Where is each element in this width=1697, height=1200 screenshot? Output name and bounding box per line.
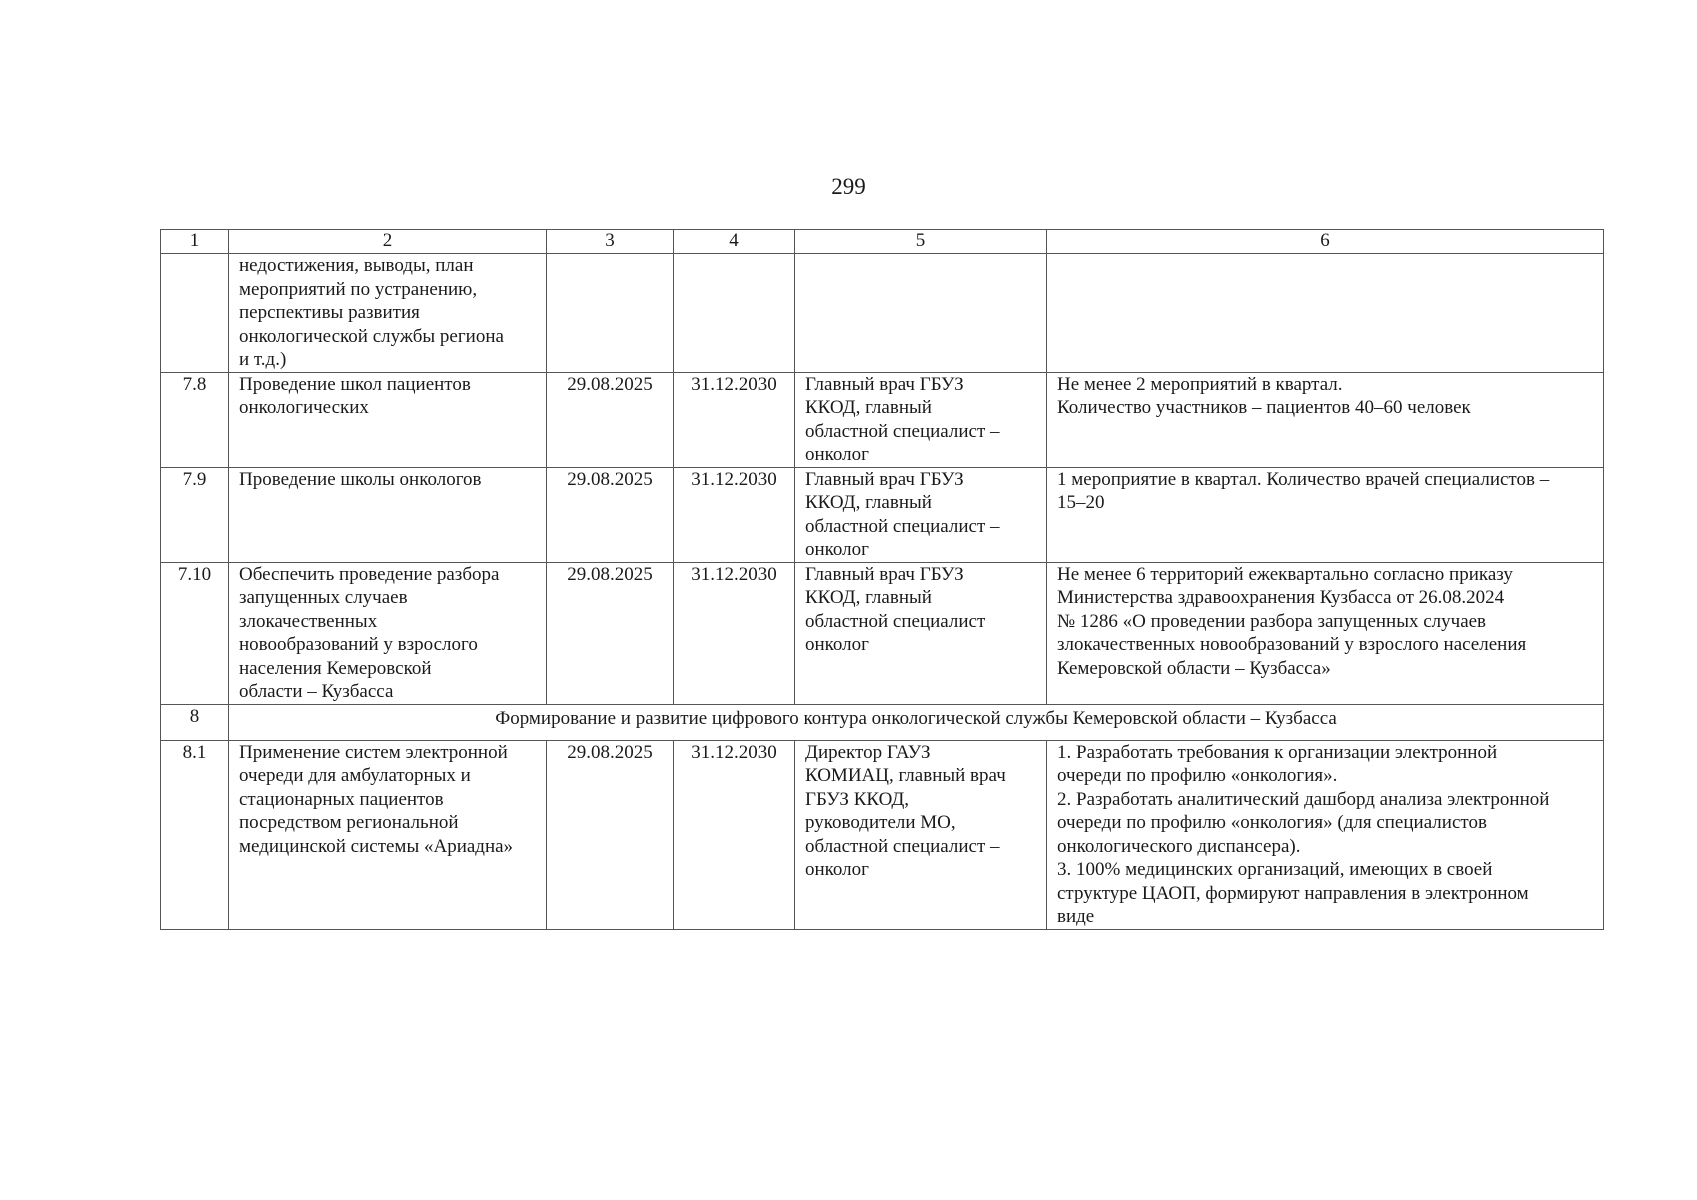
text-line: злокачественных новообразований у взрослого населения	[1057, 634, 1527, 655]
cell-start-date	[547, 254, 674, 373]
table-row-7-9	[161, 467, 1604, 562]
cell-activity	[229, 562, 547, 704]
text-line: стационарных пациентов	[239, 788, 444, 810]
cell-end-date: 31.12.2030	[674, 467, 795, 562]
text-line: Директор ГАУЗ	[805, 741, 931, 763]
cell-result	[1047, 467, 1604, 562]
cell-activity	[229, 740, 547, 929]
text-line: онкологической службы региона	[239, 325, 504, 347]
text-line: 2. Разработать аналитический дашборд анализа электронной	[1057, 788, 1550, 810]
text-line: структуре ЦАОП, формируют направления в электронном	[1057, 882, 1529, 904]
text-line: областной специалист	[805, 610, 986, 632]
text-line: посредством региональной	[239, 812, 459, 833]
column-header-4: 4	[674, 230, 795, 254]
column-header-1: 1	[161, 230, 229, 254]
column-header-6: 6	[1047, 230, 1604, 254]
text-line: областной специалист –	[805, 835, 1000, 857]
text-line: Применение систем электронной	[239, 741, 508, 763]
text-line: ККОД, главный	[805, 397, 932, 418]
cell-end-date: 31.12.2030	[674, 740, 795, 929]
cell-start-date: 29.08.2025	[547, 562, 674, 704]
text-line: ККОД, главный	[805, 492, 932, 513]
text-line: очереди для амбулаторных и	[239, 765, 471, 786]
text-line: Проведение школы онкологов	[239, 468, 482, 490]
cell-responsible	[795, 562, 1047, 704]
text-line: Проведение школ пациентов	[239, 373, 471, 395]
text-line: и т.д.)	[239, 349, 287, 370]
text-line: Кемеровской области – Кузбасса»	[1057, 657, 1331, 679]
column-header-3: 3	[547, 230, 674, 254]
text-line: ККОД, главный	[805, 587, 932, 608]
cell-result	[1047, 372, 1604, 467]
text-line: онколог	[805, 859, 869, 880]
text-line: 1 мероприятие в квартал. Количество врачей специалистов –	[1057, 468, 1550, 490]
text-line: Главный врач ГБУЗ	[805, 563, 964, 585]
cell-activity	[229, 467, 547, 562]
text-line: мероприятий по устранению,	[239, 278, 478, 300]
cell-activity	[229, 372, 547, 467]
text-line: перспективы развития	[239, 302, 420, 323]
text-line: онколог	[805, 444, 869, 465]
cell-num: 7.10	[161, 562, 229, 704]
text-line: Главный врач ГБУЗ	[805, 373, 964, 395]
cell-start-date: 29.08.2025	[547, 467, 674, 562]
text-line: Не менее 2 мероприятий в квартал.	[1057, 373, 1343, 395]
column-header-5: 5	[795, 230, 1047, 254]
cell-end-date	[674, 254, 795, 373]
cell-start-date: 29.08.2025	[547, 372, 674, 467]
cell-result	[1047, 254, 1604, 373]
text-line: Количество участников – пациентов 40–60 человек	[1057, 397, 1471, 418]
cell-num: 7.9	[161, 467, 229, 562]
text-line: 15–20	[1057, 492, 1105, 513]
text-line: очереди по профилю «онкология» (для специалистов	[1057, 812, 1487, 833]
text-line: населения Кемеровской	[239, 657, 432, 679]
text-line: областной специалист –	[805, 515, 1000, 537]
cell-result	[1047, 740, 1604, 929]
plan-table	[160, 229, 1604, 930]
text-line: ГБУЗ ККОД,	[805, 788, 910, 810]
text-line: недостижения, выводы, план	[239, 255, 474, 276]
cell-responsible	[795, 372, 1047, 467]
text-line: онкологического диспансера).	[1057, 835, 1301, 857]
continuation-row	[161, 254, 1604, 373]
text-line: медицинской системы «Ариадна»	[239, 835, 514, 857]
column-header-2: 2	[229, 230, 547, 254]
text-line: № 1286 «О проведении разбора запущенных случаев	[1057, 610, 1487, 632]
text-line: виде	[1057, 906, 1095, 927]
text-line: области – Кузбасса	[239, 681, 394, 702]
cell-num: 7.8	[161, 372, 229, 467]
cell-num	[161, 254, 229, 373]
text-line: очереди по профилю «онкология».	[1057, 765, 1338, 786]
section-row-8	[161, 704, 1604, 740]
text-line: Министерства здравоохранения Кузбасса от 26.08.2024	[1057, 587, 1505, 608]
cell-start-date: 29.08.2025	[547, 740, 674, 929]
cell-responsible	[795, 467, 1047, 562]
text-line: Не менее 6 территорий ежеквартально согласно приказу	[1057, 563, 1513, 585]
table-row-8-1	[161, 740, 1604, 929]
column-number-header-row	[161, 230, 1604, 254]
cell-responsible	[795, 740, 1047, 929]
section-title: Формирование и развитие цифрового контура онкологической службы Кемеровской области – Кузбасса	[229, 704, 1604, 740]
table-row-7-8	[161, 372, 1604, 467]
text-line: запущенных случаев	[239, 587, 408, 608]
cell-end-date: 31.12.2030	[674, 562, 795, 704]
text-line: новообразований у взрослого	[239, 634, 478, 655]
table-row-7-10	[161, 562, 1604, 704]
cell-num: 8.1	[161, 740, 229, 929]
text-line: областной специалист –	[805, 420, 1000, 442]
text-line: Обеспечить проведение разбора	[239, 563, 500, 585]
cell-activity	[229, 254, 547, 373]
text-line: онкологических	[239, 397, 369, 418]
cell-responsible	[795, 254, 1047, 373]
cell-num: 8	[161, 704, 229, 740]
cell-end-date: 31.12.2030	[674, 372, 795, 467]
text-line: КОМИАЦ, главный врач	[805, 765, 1006, 786]
page-number: 299	[831, 174, 866, 199]
text-line: онколог	[805, 634, 869, 655]
text-line: 3. 100% медицинских организаций, имеющих в своей	[1057, 859, 1493, 880]
text-line: Главный врач ГБУЗ	[805, 468, 964, 490]
text-line: злокачественных	[239, 610, 378, 632]
text-line: онколог	[805, 539, 869, 560]
cell-result	[1047, 562, 1604, 704]
text-line: руководители МО,	[805, 812, 956, 833]
text-line: 1. Разработать требования к организации электронной	[1057, 741, 1498, 763]
